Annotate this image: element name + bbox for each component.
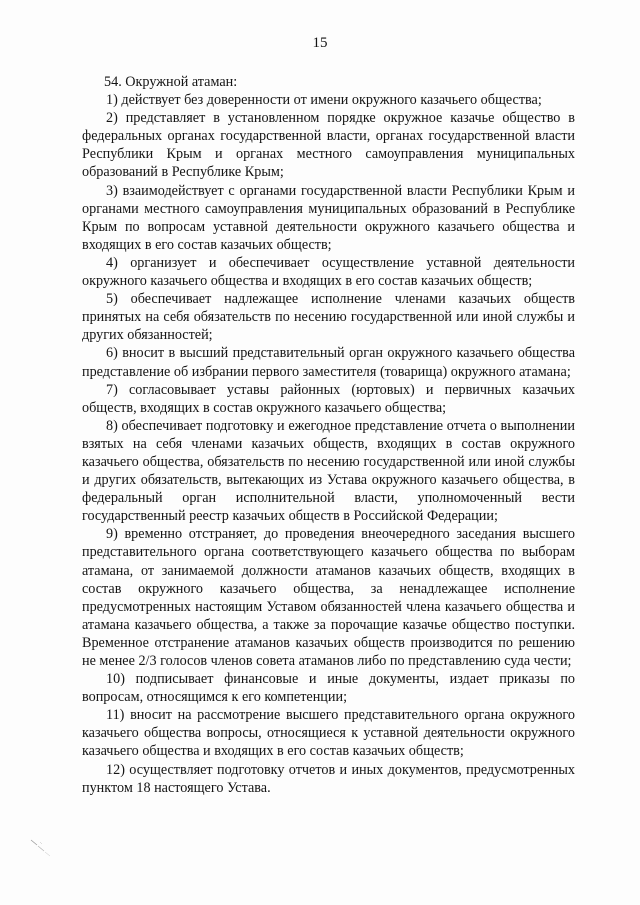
list-item: 9) временно отстраняет, до проведения внеочередного заседания высшего представительного органа соответствующего казачьего общества по выборам атамана, от занимаемой должности атаманов казачьих обществ, входящих в состав окружного казачьего общества, за ненадлежащее исполнение предусмотренных настоящим Уставом обязанностей члена казачьего общества и атамана казачьего общества, а также за порочащие казачье общество поступки. Временное отстранение атаманов казачьих обществ производится по решению не менее 2/3 голосов членов совета атаманов либо по представлению суда чести; (82, 526, 575, 669)
list-item: 3) взаимодействует с органами государственной власти Республики Крым и органами местного самоуправления муниципальных образований в Республике Крым по вопросам уставной деятельности окружного казачьего общества и входящих в его состав казачьих обществ; (82, 182, 575, 253)
list-item: 12) осуществляет подготовку отчетов и иных документов, предусмотренных пунктом 18 настоящего Устава. (82, 761, 575, 796)
section-heading: 54. Окружной атаман: (104, 74, 238, 90)
document-body (82, 73, 575, 797)
list-item: 4) организует и обеспечивает осуществление уставной деятельности окружного казачьего общества и входящих в его состав казачьих обществ; (82, 254, 575, 290)
list-item: 1) действует без доверенности от имени окружного казачьего общества; (106, 92, 542, 109)
list-item: 11) вносит на рассмотрение высшего представительного органа окружного казачьего общества вопросы, относящиеся к уставной деятельности окружного казачьего общества и входящих в его состав казачьих обществ; (82, 707, 575, 760)
scan-artifact-mark (28, 836, 68, 876)
page-number: 15 (312, 35, 328, 51)
list-item: 6) вносит в высший представительный орган окружного казачьего общества представление об избрании первого заместителя (товарища) окружного атамана; (82, 345, 575, 380)
list-item: 8) обеспечивает подготовку и ежегодное представление отчета о выполнении взятых на себя членами казачьих обществ, входящих в состав окружного казачьего общества, обязательств по несению государственной или иной службы и других обязательств, вытекающих из Устава окружного казачьего общества, в федеральный орган исполнительной власти, уполномоченный вести государственный реестр казачьих обществ в Российской Федерации; (82, 417, 575, 525)
list-item: 2) представляет в установленном порядке окружное казачье общество в федеральных органах государственной власти, органах государственной власти Республики Крым и органах местного самоуправления муниципальных образований в Республике Крым; (82, 110, 575, 181)
list-item: 7) согласовывает уставы районных (юртовых) и первичных казачьих обществ, входящих в состав окружного казачьего общества; (82, 381, 575, 416)
list-item: 10) подписывает финансовые и иные документы, издает приказы по вопросам, относящимся к его компетенции; (82, 671, 575, 706)
list-item: 5) обеспечивает надлежащее исполнение членами казачьих обществ принятых на себя обязательств по несению государственной или иной службы и других обязанностей; (82, 291, 575, 344)
